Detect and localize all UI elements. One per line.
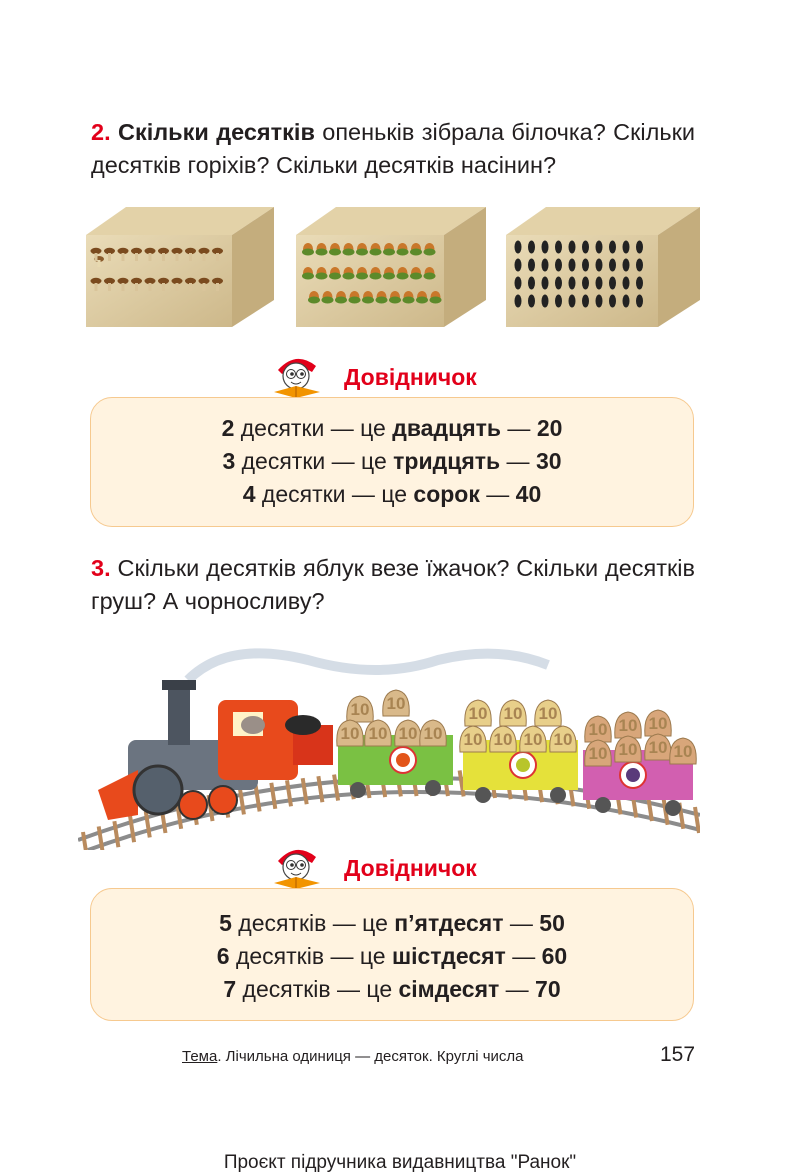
- helper-header-1: [266, 352, 477, 402]
- helper-header-2: [266, 843, 477, 893]
- train-illustration: [78, 640, 700, 850]
- money-bag-label: 10: [523, 730, 543, 749]
- task-text: Скільки десятків яблук везе їжачок? Скільки десятків груш? А чорносливу?: [91, 555, 695, 614]
- task-3: [91, 552, 695, 618]
- money-bag-label: 10: [588, 744, 608, 763]
- money-bag-label: 10: [503, 704, 523, 723]
- task-2: [91, 116, 695, 182]
- money-bag-label: 10: [618, 740, 638, 759]
- page-number: 157: [660, 1043, 696, 1066]
- reference-line: 7 десятків — це сімдесят — 70: [223, 976, 561, 1002]
- footer-topic: Тема: [182, 1048, 218, 1065]
- footer-text: . Лічильна одиниця — десяток. Круглі числа: [217, 1048, 524, 1065]
- money-bag-label: 10: [386, 694, 406, 713]
- money-bag-label: 10: [423, 724, 443, 743]
- smoke: [188, 653, 548, 680]
- reference-line: 4 десятки — це сорок — 40: [242, 481, 542, 507]
- boxes-illustration: [86, 205, 700, 327]
- reference-line: 3 десятки — це тридцять — 30: [222, 448, 562, 474]
- reference-box-1: [90, 397, 694, 527]
- box-nuts: [296, 207, 486, 327]
- reference-line: 6 десятків — це шістдесят — 60: [216, 943, 568, 969]
- money-bag-label: 10: [648, 738, 668, 757]
- money-bag-label: 10: [493, 730, 513, 749]
- box-seeds: [506, 207, 700, 327]
- project-note: Проєкт підручника видавництва "Ранок": [223, 1152, 577, 1173]
- helper-mascot-icon: [266, 352, 328, 402]
- box-mushrooms: [86, 207, 274, 327]
- money-bag-label: 10: [588, 720, 608, 739]
- money-bag-label: 10: [468, 704, 488, 723]
- money-bag-label: 10: [398, 724, 418, 743]
- money-bag-label: 10: [673, 742, 693, 761]
- helper-title: Довідничок: [344, 854, 477, 881]
- reference-line: 2 десятки — це двадцять — 20: [221, 415, 563, 441]
- helper-title: Довідничок: [344, 363, 477, 390]
- money-bag-label: 10: [368, 724, 388, 743]
- money-bag-label: 10: [350, 700, 370, 719]
- reference-line: 5 десятків — це п’ятдесят — 50: [219, 910, 565, 936]
- task-text: опеньків зібрала білочка? Скільки десятків горіхів? Скільки десятків насінин?: [91, 119, 696, 178]
- task-bold-lead: Скільки десятків: [117, 119, 315, 145]
- task-number: 2.: [91, 119, 111, 145]
- money-bag-label: 10: [463, 730, 483, 749]
- money-bag-label: 10: [553, 730, 573, 749]
- page-footer: [182, 1048, 524, 1065]
- money-bag-label: 10: [340, 724, 360, 743]
- money-bag-label: 10: [618, 716, 638, 735]
- money-bag-label: 10: [648, 714, 668, 733]
- helper-mascot-icon: [266, 843, 328, 893]
- money-bag-label: 10: [538, 704, 558, 723]
- reference-box-2: [90, 888, 694, 1021]
- task-number: 3.: [91, 555, 111, 581]
